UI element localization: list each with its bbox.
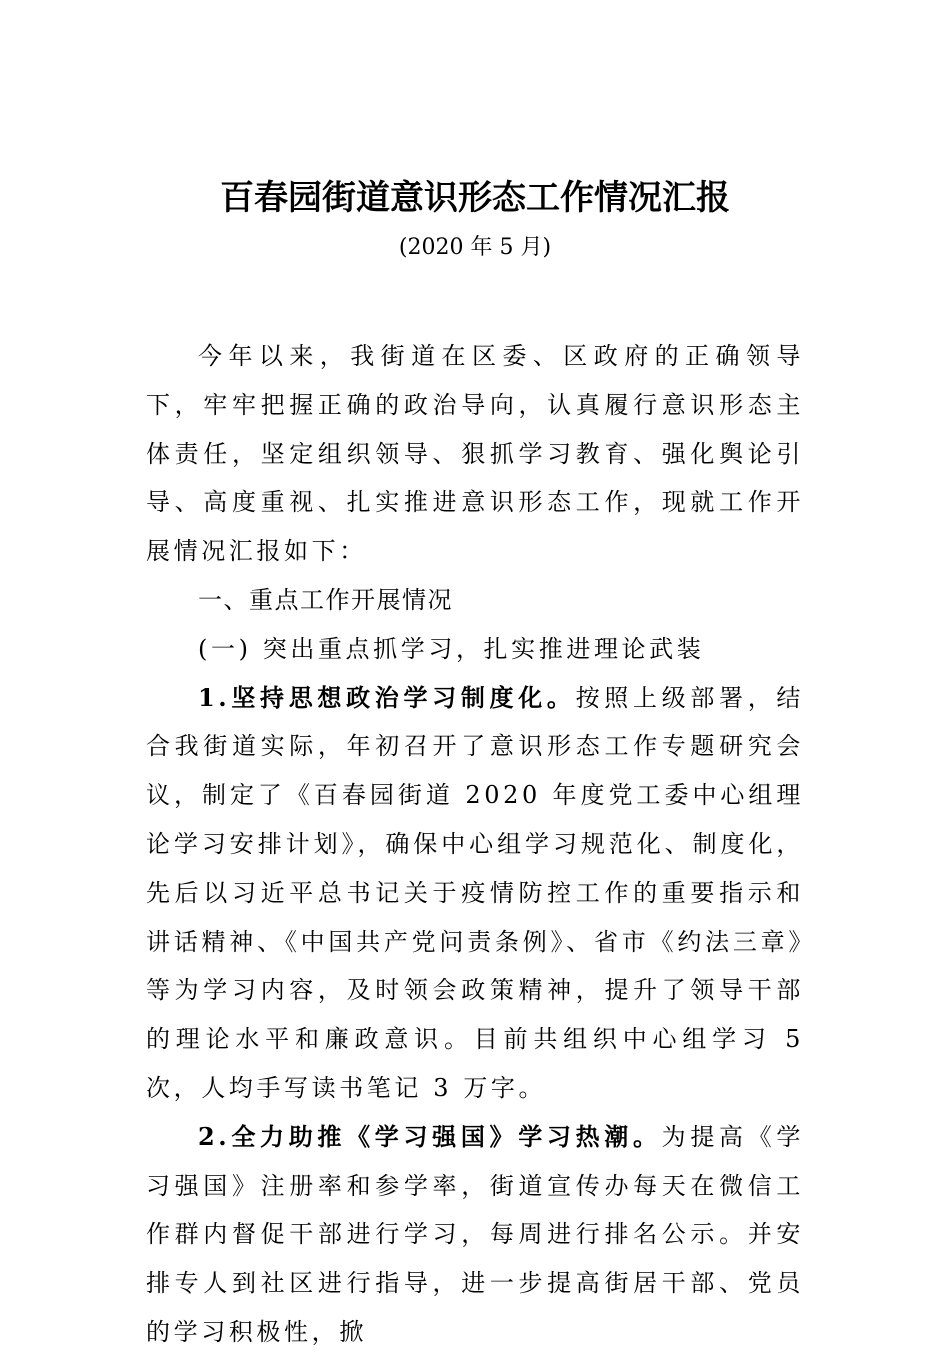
document-date: (2020 年 5 月)	[398, 235, 552, 260]
item-1-paragraph	[146, 674, 804, 1113]
item-1-lead: 1.坚持思想政治学习制度化。	[198, 682, 576, 712]
document-body	[146, 332, 804, 1357]
intro-paragraph: 今年以来，我街道在区委、区政府的正确领导下，牢牢把握正确的政治导向，认真履行意识形态主体责任，坚定组织领导、狠抓学习教育、强化舆论引导、高度重视、扎实推进意识形态工作，现就工作开展情况汇报如下：	[146, 342, 804, 566]
document-title: 百春园街道意识形态工作情况汇报	[220, 178, 730, 218]
section-heading: 一、重点工作开展情况	[198, 585, 453, 614]
item-2-lead: 2.全力助推《学习强国》学习热潮。	[198, 1121, 662, 1151]
item-2-paragraph	[146, 1113, 804, 1357]
subsection-heading: (一) 突出重点抓学习，扎实推进理论武装	[198, 634, 705, 663]
item-1-text: 按照上级部署，结合我街道实际，年初召开了意识形态工作专题研究会议，制定了《百春园街道 2020 年度党工委中心组理论学习安排计划》，确保中心组学习规范化、制度化，先后以习近平总书记关于疫情防控工作的重要指示和讲话精神、《中国共产党问责条例》、省市《约法三章》等为学习内容，及时领会政策精神，提升了领导干部的理论水平和廉政意识。目前共组织中心组学习 5 次，人均手写读书笔记 3 万字。	[146, 683, 804, 1102]
item-2-text: 为提高《学习强国》注册率和参学率，街道宣传办每天在微信工作群内督促干部进行学习，每周进行排名公示。并安排专人到社区进行指导，进一步提高街居干部、党员的学习积极性，掀	[146, 1122, 805, 1346]
